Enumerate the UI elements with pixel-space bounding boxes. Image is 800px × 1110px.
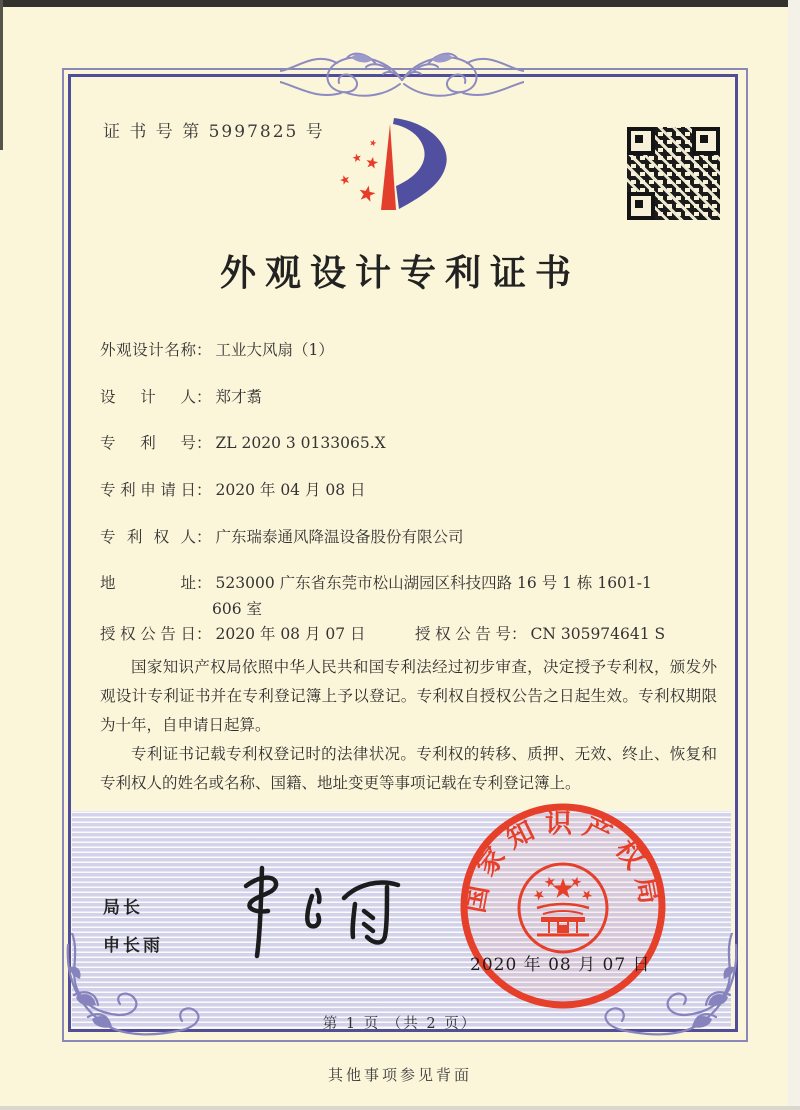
- flourish-top-center-icon: [280, 42, 524, 108]
- field-value: 2020 年 08 月 07 日: [215, 625, 366, 643]
- field-value: CN 305974641 S: [530, 625, 666, 643]
- field-design-name: 外观设计名称： 工业大风扇（1）: [100, 338, 334, 360]
- field-grant-number: 授权公告号： CN 305974641 S: [415, 622, 665, 644]
- handwritten-signature-icon: [218, 862, 413, 964]
- field-address-line2: [212, 597, 262, 619]
- certificate-number: 证 书 号 第 5997825 号: [103, 122, 325, 142]
- field-label: 授权公告号: [415, 625, 511, 643]
- qr-finder-icon: [627, 192, 655, 220]
- legal-text: [100, 653, 717, 798]
- seal-ring-text: 国家知识产权局: [459, 808, 667, 916]
- field-grant-row: [100, 622, 720, 644]
- qr-code-icon: [627, 127, 720, 220]
- field-value: 523000 广东省东莞市松山湖园区科技四路 16 号 1 栋 1601-1: [215, 574, 652, 592]
- field-label: 专利号: [100, 434, 196, 452]
- field-address: 地址： 523000 广东省东莞市松山湖园区科技四路 16 号 1 栋 1601-1: [100, 571, 652, 593]
- field-value: 606 室: [212, 600, 263, 618]
- field-patentee: 专利权人： 广东瑞泰通风降温设备股份有限公司: [100, 525, 464, 547]
- field-patent-number: 专利号： ZL 2020 3 0133065.X: [100, 431, 386, 453]
- director-title: 局长: [103, 898, 143, 918]
- scan-edge-right: [788, 0, 800, 1110]
- legal-paragraph-1: 国家知识产权局依照中华人民共和国专利法经过初步审查，决定授予专利权，颁发外观设计专利证书并在专利登记簿上予以登记。专利权自授权公告之日起生效。专利权期限为十年，自申请日起算。: [100, 658, 717, 734]
- scan-edge-top: [0, 0, 800, 7]
- field-label: 地址: [100, 574, 196, 592]
- field-label: 外观设计名称: [100, 341, 196, 359]
- director-block: [103, 893, 163, 969]
- seal-date: 2020 年 08 月 07 日: [470, 955, 651, 975]
- field-value: 广东瑞泰通风降温设备股份有限公司: [215, 528, 464, 546]
- field-grant-date: 授权公告日： 2020 年 08 月 07 日: [100, 625, 366, 643]
- certificate-title: 外观设计专利证书: [219, 252, 580, 294]
- field-filing-date: 专利申请日： 2020 年 04 月 08 日: [100, 478, 366, 500]
- field-value: 2020 年 04 月 08 日: [215, 481, 366, 499]
- field-label: 专利权人: [100, 528, 196, 546]
- field-label: 专利申请日: [100, 481, 196, 499]
- cnipa-logo-icon: [333, 110, 457, 216]
- page-number: 第 1 页 （共 2 页）: [322, 1016, 478, 1032]
- scan-edge-bottom: [0, 1106, 800, 1110]
- field-designer: 设计人： 郑才翥: [100, 385, 262, 407]
- field-label: 授权公告日: [100, 625, 196, 643]
- qr-finder-icon: [692, 127, 720, 155]
- director-name: 申长雨: [103, 936, 163, 956]
- footer-note: 其他事项参见背面: [327, 1066, 472, 1084]
- qr-finder-icon: [627, 127, 655, 155]
- field-label: 设计人: [100, 388, 196, 406]
- field-value: 郑才翥: [215, 388, 263, 406]
- legal-paragraph-2: 专利证书记载专利权登记时的法律状况。专利权的转移、质押、无效、终止、恢复和专利权人的姓名或名称、国籍、地址变更等事项记载在专利登记簿上。: [100, 745, 717, 792]
- cnipa-seal-icon: [457, 800, 669, 1012]
- field-value: ZL 2020 3 0133065.X: [215, 434, 386, 452]
- scan-edge-left: [0, 0, 3, 150]
- field-value: 工业大风扇（1）: [215, 341, 334, 359]
